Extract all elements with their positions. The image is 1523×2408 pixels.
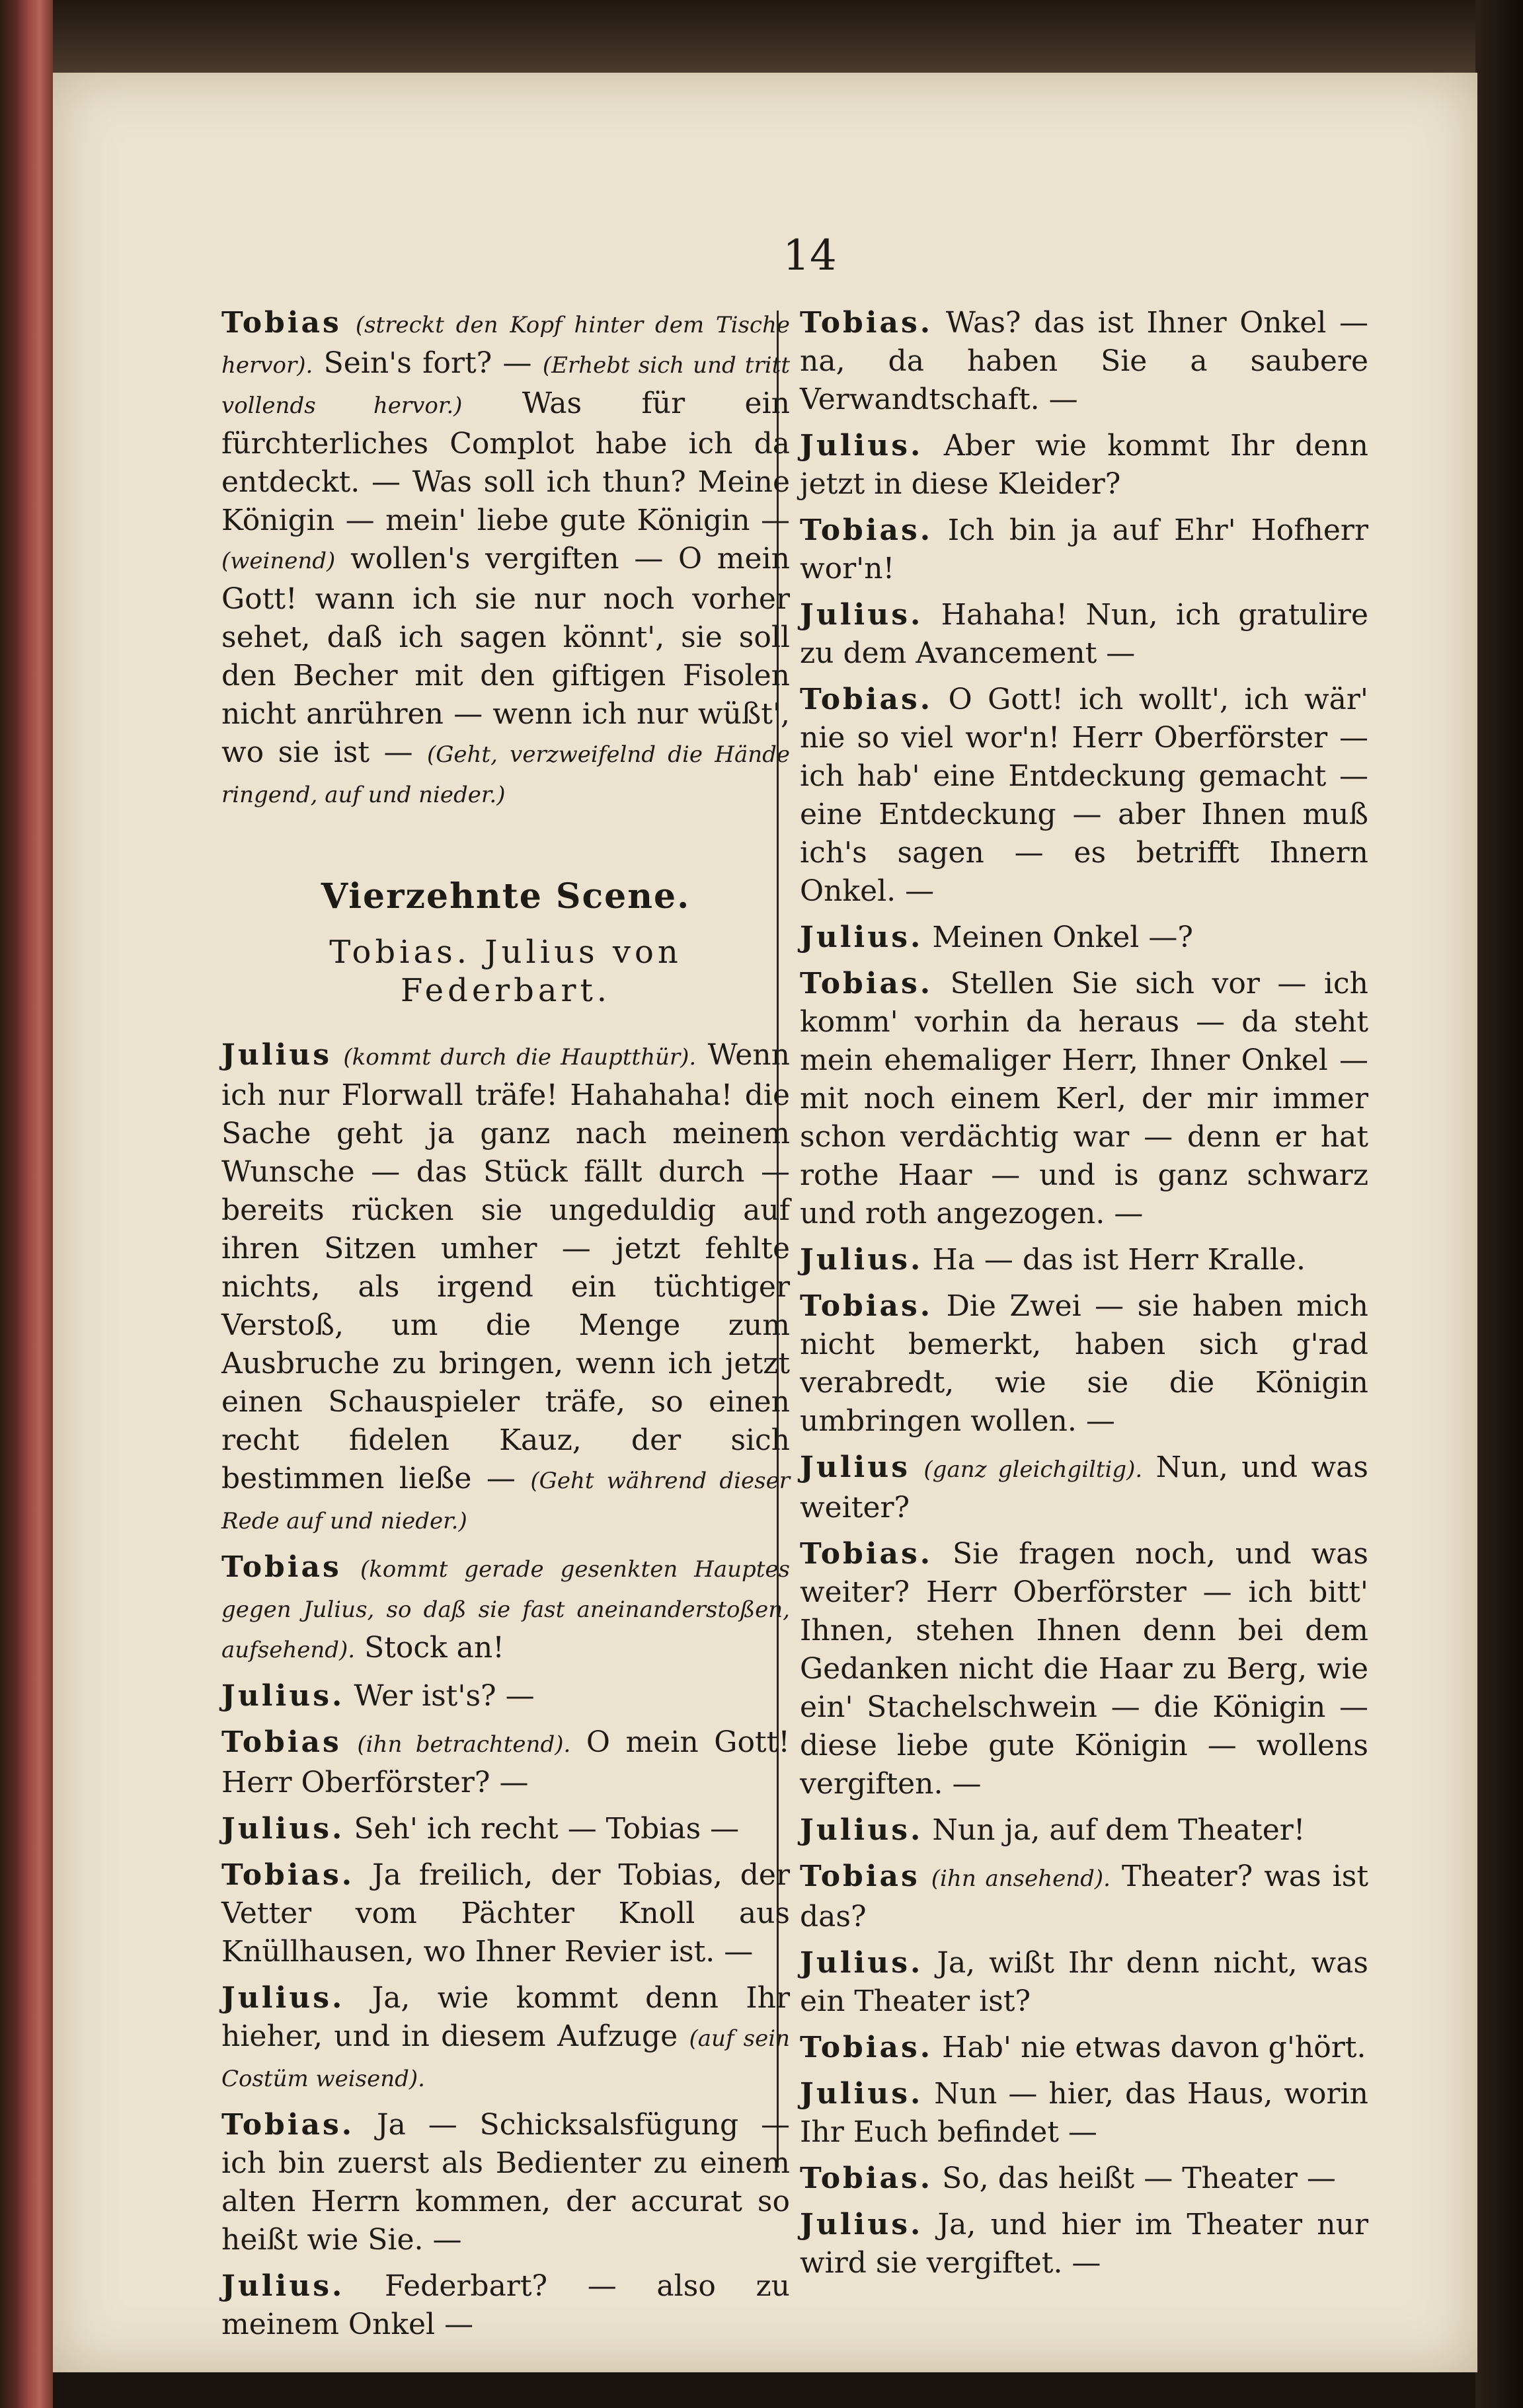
dialogue-paragraph	[221, 2106, 790, 2259]
scene-persons: Tobias. Julius von Federbart.	[329, 934, 682, 1009]
dialogue-paragraph	[800, 2029, 1368, 2067]
dialogue-text: So, das heißt — Theater —	[942, 2162, 1336, 2195]
speaker-name: Julius.	[221, 1981, 345, 2015]
dialogue-text: O Gott! ich wollt', ich wär' nie so viel wor'n! Herr Oberförster — ich hab' eine Entdeckung gemacht — eine Entdeckung — aber Ihnen muß ich's sagen — es betrifft Ihnern Onkel. —	[800, 683, 1368, 908]
dialogue-paragraph	[800, 2160, 1368, 2198]
dialogue-text: Federbart? — also zu meinem Onkel —	[221, 2269, 790, 2341]
speaker-name: Tobias.	[800, 1289, 933, 1323]
speaker-name: Tobias.	[800, 513, 933, 547]
dialogue-paragraph	[221, 1723, 790, 1802]
speaker-name: Julius.	[221, 1812, 345, 1846]
dialogue-paragraph	[221, 1677, 790, 1715]
stage-direction: (Geht, verzweifelnd die Hände ringend, auf und nieder.)	[221, 741, 790, 808]
speaker-name: Julius.	[221, 1679, 345, 1713]
dialogue-text: Wer ist's? —	[354, 1679, 535, 1713]
dialogue-text: Nun, und was weiter?	[800, 1450, 1368, 1524]
stage-direction: (Erhebt sich und tritt vollends hervor.)	[221, 352, 790, 419]
stage-direction: (kommt gerade gesenkten Hauptes gegen Julius, so daß sie fast aneinanderstoßen, aufsehend).	[221, 1556, 790, 1663]
book-cover-top	[0, 0, 1523, 73]
speaker-name: Tobias	[221, 1550, 342, 1584]
dialogue-text: Ja freilich, der Tobias, der Vetter vom Pächter Knoll aus Knüllhausen, wo Ihner Revier ist. —	[221, 1858, 790, 1969]
dialogue-text: Was für ein fürchterliches Complot habe ich da entdeckt. — Was soll ich thun? Meine Königin — mein' liebe gute Königin —	[221, 387, 790, 537]
dialogue-paragraph	[800, 427, 1368, 504]
dialogue-paragraph	[221, 1548, 790, 1669]
dialogue-text: Stellen Sie sich vor — ich komm' vorhin da heraus — da steht mein ehemaliger Herr, Ihner Onkel — mit noch einem Kerl, der mir immer schon verdächtig war — denn er hat rothe Haar — und is ganz schwarz und roth angezogen. —	[800, 967, 1368, 1230]
speaker-name: Tobias.	[221, 2108, 355, 2142]
dialogue-text: Ja, und hier im Theater nur wird sie vergiftet. —	[800, 2208, 1368, 2280]
stage-direction: (ihn ansehend).	[931, 1865, 1111, 1892]
dialogue-paragraph	[800, 919, 1368, 957]
speaker-name: Julius.	[800, 2208, 923, 2241]
dialogue-text: Nun ja, auf dem Theater!	[932, 1813, 1306, 1847]
dialogue-text: Ich bin ja auf Ehr' Hofherr wor'n!	[800, 513, 1368, 585]
dialogue-text: Was? das ist Ihner Onkel — na, da haben Sie a saubere Verwandtschaft. —	[800, 306, 1368, 416]
speaker-name: Julius.	[800, 429, 923, 463]
speaker-name: Tobias	[221, 306, 342, 340]
dialogue-paragraph	[221, 1979, 790, 2098]
left-column	[221, 304, 790, 2352]
dialogue-text: Hab' nie etwas davon g'hört.	[942, 2031, 1366, 2064]
dialogue-paragraph	[800, 1535, 1368, 1803]
dialogue-paragraph	[800, 1449, 1368, 1527]
dialogue-text: wollen's vergiften — O mein Gott! wann ich sie nur noch vorher sehet, daß ich sagen könnt', sie soll den Becher mit den giftigen Fisolen nicht anrühren — wenn ich nur wüßt', wo sie ist —	[221, 542, 790, 769]
dialogue-text: Wenn ich nur Florwall träfe! Hahahaha! die Sache geht ja ganz nach meinem Wunsche — das Stück fällt durch — bereits rücken sie ungeduldig auf ihren Sitzen umher — jetzt fehlte nichts, als irgend ein tüchtiger Verstoß, um die Menge zum Ausbruche zu bringen, wenn ich jetzt einen Schauspieler träfe, so einen recht fidelen Kauz, der sich bestimmen ließe —	[221, 1038, 790, 1495]
dialogue-text: Hahaha! Nun, ich gratulire zu dem Avancement —	[800, 598, 1368, 670]
dialogue-text: Aber wie kommt Ihr denn jetzt in diese Kleider?	[800, 429, 1368, 501]
dialogue-text: Ja, wißt Ihr denn nicht, was ein Theater ist?	[800, 1946, 1368, 2018]
dialogue-paragraph	[221, 304, 790, 814]
speaker-name: Tobias	[800, 1860, 920, 1893]
speaker-name: Julius.	[800, 1813, 923, 1847]
speaker-name: Tobias.	[800, 683, 933, 716]
dialogue-paragraph	[800, 1241, 1368, 1279]
dialogue-text: Stock an!	[364, 1631, 504, 1665]
dialogue-paragraph	[800, 1858, 1368, 1936]
speaker-name: Tobias	[221, 1725, 342, 1759]
speaker-name: Julius.	[221, 2269, 345, 2303]
dialogue-paragraph	[221, 1810, 790, 1848]
dialogue-paragraph	[800, 2075, 1368, 2152]
scene-title: Vierzehnte Scene.	[321, 876, 691, 917]
dialogue-paragraph	[800, 304, 1368, 419]
speaker-name: Julius.	[800, 921, 923, 954]
dialogue-paragraph	[800, 511, 1368, 588]
stage-direction: (weinend)	[221, 548, 336, 574]
dialogue-text: Ja — Schicksalsfügung — ich bin zuerst als Bedienter zu einem alten Herrn kommen, der accurat so heißt wie Sie. —	[221, 2108, 790, 2257]
dialogue-text: Nun — hier, das Haus, worin Ihr Euch befindet —	[800, 2077, 1368, 2149]
speaker-name: Julius	[800, 1450, 910, 1484]
dialogue-text: Seh' ich recht — Tobias —	[354, 1812, 740, 1846]
right-column	[800, 304, 1368, 2290]
dialogue-text: Sein's fort? —	[323, 346, 532, 380]
dialogue-paragraph	[800, 1944, 1368, 2021]
speaker-name: Tobias.	[800, 306, 933, 340]
dialogue-paragraph	[800, 681, 1368, 911]
dialogue-text: Sie fragen noch, und was weiter? Herr Oberförster — ich bitt' Ihnen, stehen Ihnen denn bei dem Gedanken nicht die Haar zu Berg, wie ein' Stachelschwein — die Königin — diese liebe gute Königin — wollens vergiften. —	[800, 1537, 1368, 1801]
page-number: 14	[783, 231, 837, 280]
speaker-name: Tobias.	[800, 2031, 933, 2064]
dialogue-paragraph	[800, 1287, 1368, 1441]
speaker-name: Julius.	[800, 2077, 923, 2111]
stage-direction: (Geht während dieser Rede auf und nieder.)	[221, 1468, 790, 1534]
dialogue-paragraph	[221, 1036, 790, 1540]
dialogue-paragraph	[800, 2206, 1368, 2282]
dialogue-text: Meinen Onkel —?	[932, 921, 1193, 954]
speaker-name: Julius	[221, 1038, 332, 1072]
dialogue-paragraph	[221, 1856, 790, 1971]
speaker-name: Tobias.	[800, 967, 933, 1000]
stage-direction: (ganz gleichgiltig).	[923, 1456, 1143, 1483]
dialogue-text: Die Zwei — sie haben mich nicht bemerkt, haben sich g'rad verabredt, wie sie die Königin umbringen wollen. —	[800, 1289, 1368, 1438]
dialogue-text: Theater? was ist das?	[800, 1860, 1368, 1934]
speaker-name: Tobias.	[800, 1537, 933, 1571]
book-edge-red	[0, 0, 53, 2408]
dialogue-text: O mein Gott! Herr Oberförster? —	[221, 1725, 790, 1799]
dialogue-paragraph	[800, 965, 1368, 1233]
speaker-name: Tobias.	[800, 2162, 933, 2195]
dialogue-paragraph	[221, 2267, 790, 2344]
dialogue-text: Ha — das ist Herr Kralle.	[932, 1243, 1306, 1277]
dialogue-paragraph	[800, 596, 1368, 673]
dialogue-paragraph	[800, 1811, 1368, 1850]
speaker-name: Julius.	[800, 1243, 923, 1277]
stage-direction: (ihn betrachtend).	[357, 1731, 571, 1758]
speaker-name: Julius.	[800, 598, 923, 632]
dialogue-text: Ja, wie kommt denn Ihr hieher, und in diesem Aufzuge	[221, 1981, 790, 2053]
stage-direction: (auf sein Costüm weisend).	[221, 2025, 790, 2092]
speaker-name: Tobias.	[221, 1858, 355, 1892]
stage-direction: (kommt durch die Hauptthür).	[343, 1044, 697, 1071]
book-cover-right	[1475, 0, 1523, 2408]
stage-direction: (streckt den Kopf hinter dem Tische hervor).	[221, 312, 790, 379]
speaker-name: Julius.	[800, 1946, 923, 1980]
